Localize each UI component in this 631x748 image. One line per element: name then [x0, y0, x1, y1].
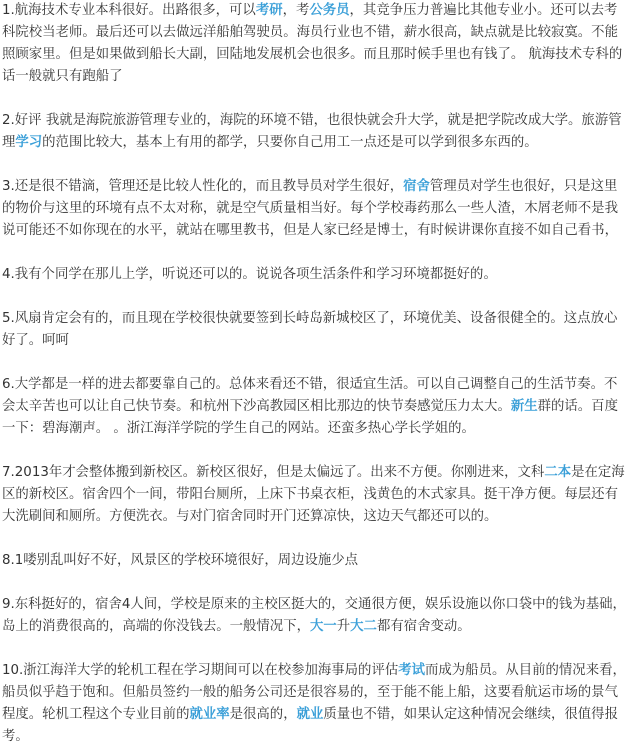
- keyword-link[interactable]: 考试: [398, 663, 426, 678]
- paragraph-text: ，考: [282, 3, 310, 18]
- answer-paragraph-4: [2, 264, 629, 286]
- paragraph-text: 升: [336, 619, 351, 634]
- paragraph-text: 质量也不错，如果认定这种情况会继续，很值得报考。: [2, 707, 618, 744]
- answer-paragraph-6: [2, 374, 629, 440]
- keyword-link[interactable]: 宿舍: [403, 179, 430, 194]
- paragraph-gap: [2, 242, 629, 264]
- paragraph-text: 4.我有个同学在那儿上学，听说还可以的。说说各项生活条件和学习环境都挺好的。: [2, 267, 497, 282]
- paragraph-text: 7.2013年才会整体搬到新校区。新校区很好，但是太偏远了。出来不方便。你刚进来，文科: [2, 465, 545, 480]
- answer-paragraph-2: [2, 110, 629, 154]
- paragraph-text: ，其竞争压力普遍比其他专业小。还可以去考科院校当老师。最后还可以去做远洋船舶驾驶员。海员行业也不错，薪水很高，缺点就是比较寂寞。不能照顾家里。但是如果做到船长大副，回陆地发展机会也很多。而且那时候手里也有钱了。 航海技术专科的话一般就只有跑船了: [2, 3, 623, 84]
- keyword-link[interactable]: 公务员: [309, 3, 350, 18]
- keyword-link[interactable]: 就业率: [189, 707, 230, 722]
- paragraph-text: 群的话。百度一下：碧海潮声。 。浙江海洋学院的学生自己的网站。还蛮多热心学长学姐的。: [2, 399, 618, 436]
- keyword-link[interactable]: 大一: [309, 619, 337, 634]
- keyword-link[interactable]: 大二: [350, 619, 377, 634]
- keyword-link[interactable]: 学习: [15, 135, 43, 150]
- paragraph-text: 1.航海技术专业本科很好。出路很多，可以: [2, 3, 256, 18]
- keyword-link[interactable]: 就业: [296, 707, 324, 722]
- keyword-link[interactable]: 新生: [510, 399, 538, 414]
- paragraph-gap: [2, 528, 629, 550]
- paragraph-gap: [2, 154, 629, 176]
- paragraph-text: 是很高的，: [229, 707, 297, 722]
- answer-paragraph-1: [2, 0, 629, 88]
- paragraph-text: 10.浙江海洋大学的轮机工程在学习期间可以在校参加海事局的评估: [2, 663, 399, 678]
- paragraph-text: 而成为船员。从目前的情况来看，船员似乎趋于饱和。但船员签约一般的船务公司还是很容易的，至于能不能上船，这要看航运市场的景气程度。轮机工程这个专业目前的: [2, 663, 626, 722]
- paragraph-text: 的范围比较大，基本上有用的都学，只要你自己用工一点还是可以学到很多东西的。: [42, 135, 538, 150]
- keyword-link[interactable]: 二本: [544, 465, 572, 480]
- paragraph-text: 管理员对学生也很好，只是这里的物价与这里的环境有点不太对称，就是空气质量相当好。每个学校毒药那么一些人渣，木屑老师不是我说可能还不如你现在的水平，就站在哪里教书，但是人家已经是博士，有时候讲课你直接不如自己看书，: [2, 179, 618, 238]
- paragraph-text: 5.风扇肯定会有的，而且现在学校很快就要签到长峙岛新城校区了，环境优美、设备很健全的。这点放心好了。呵呵: [2, 311, 618, 348]
- paragraph-gap: [2, 638, 629, 660]
- answer-paragraph-10: [2, 660, 629, 748]
- paragraph-text: 都有宿舍变动。: [376, 619, 471, 634]
- paragraph-gap: [2, 88, 629, 110]
- paragraph-text: 8.1喽别乱叫好不好，风景区的学校环境很好，周边设施少点: [2, 553, 359, 568]
- paragraph-text: 是在定海区的新校区。宿舍四个一间，带阳台厕所，上床下书桌衣柜，浅黄色的木式家具。挺干净方便。每层还有大洗刷间和厕所。方便洗衣。与对门宿舍同时开门还算凉快，这边天气都还可以的。: [2, 465, 625, 524]
- paragraph-gap: [2, 440, 629, 462]
- answer-paragraph-5: [2, 308, 629, 352]
- answer-paragraph-9: [2, 594, 629, 638]
- answer-paragraph-8: [2, 550, 629, 572]
- paragraph-gap: [2, 352, 629, 374]
- answer-paragraph-3: [2, 176, 629, 242]
- paragraph-text: 6.大学都是一样的进去都要靠自己的。总体来看还不错，很适宜生活。可以自己调整自己的生活节奏。不会太辛苦也可以让自己快节奏。和杭州下沙高教园区相比那边的快节奏感觉压力太大。: [2, 377, 618, 414]
- paragraph-text: 3.还是很不错滴，管理还是比较人性化的，而且教导员对学生很好，: [2, 179, 404, 194]
- paragraph-gap: [2, 286, 629, 308]
- paragraph-gap: [2, 572, 629, 594]
- answer-paragraph-7: [2, 462, 629, 528]
- keyword-link[interactable]: 考研: [255, 3, 283, 18]
- paragraph-text: 2.好评 我就是海院旅游管理专业的，海院的环境不错，也很快就会升大学，就是把学院改成大学。旅游管理: [2, 113, 622, 150]
- paragraph-text: 9.东科挺好的，宿舍4人间，学校是原来的主校区挺大的，交通很方便，娱乐设施以你口袋中的钱为基础，岛上的消费很高的，高端的你没钱去。一般情况下，: [2, 597, 626, 634]
